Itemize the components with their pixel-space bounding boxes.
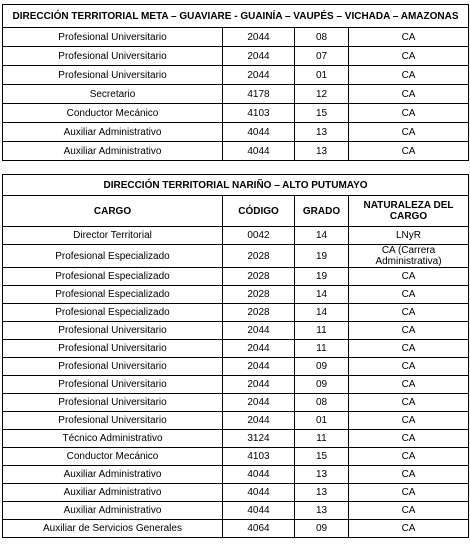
grado-cell: 19: [295, 245, 349, 268]
grado-cell: 19: [295, 268, 349, 286]
cargo-cell: Técnico Administrativo: [3, 430, 223, 448]
table-row: [3, 47, 469, 66]
table-row: [3, 123, 469, 142]
codigo-cell: 3124: [223, 430, 295, 448]
cargo-cell: Profesional Universitario: [3, 340, 223, 358]
cargo-cell: Profesional Especializado: [3, 268, 223, 286]
table-row: [3, 484, 469, 502]
naturaleza-cell: CA: [349, 502, 469, 520]
grado-cell: 14: [295, 227, 349, 245]
codigo-cell: 4064: [223, 520, 295, 538]
codigo-cell: 2028: [223, 304, 295, 322]
codigo-cell: 2044: [223, 358, 295, 376]
cargo-cell: Secretario: [3, 85, 223, 104]
grado-cell: 01: [295, 412, 349, 430]
table-body: [3, 28, 469, 161]
grado-cell: 11: [295, 430, 349, 448]
naturaleza-cell: CA: [349, 85, 469, 104]
table-meta-guaviare: [2, 4, 469, 161]
cargo-cell: Profesional Especializado: [3, 304, 223, 322]
codigo-cell: 4044: [223, 484, 295, 502]
grado-cell: 13: [295, 142, 349, 161]
codigo-cell: 2028: [223, 286, 295, 304]
cargo-cell: Profesional Universitario: [3, 412, 223, 430]
codigo-cell: 2044: [223, 66, 295, 85]
codigo-cell: 4178: [223, 85, 295, 104]
table-row: [3, 28, 469, 47]
column-header-grado: GRADO: [295, 196, 349, 227]
codigo-cell: 4044: [223, 142, 295, 161]
cargo-cell: Profesional Universitario: [3, 28, 223, 47]
naturaleza-cell: CA: [349, 304, 469, 322]
cargo-cell: Auxiliar Administrativo: [3, 123, 223, 142]
cargo-cell: Auxiliar de Servicios Generales: [3, 520, 223, 538]
table-row: [3, 142, 469, 161]
cargo-cell: Profesional Universitario: [3, 358, 223, 376]
grado-cell: 13: [295, 484, 349, 502]
grado-cell: 11: [295, 340, 349, 358]
column-header-naturaleza: NATURALEZA DEL CARGO: [349, 196, 469, 227]
naturaleza-cell: CA: [349, 268, 469, 286]
grado-cell: 07: [295, 47, 349, 66]
cargo-cell: Profesional Universitario: [3, 376, 223, 394]
column-header-cargo: CARGO: [3, 196, 223, 227]
table-row: [3, 245, 469, 268]
grado-cell: 12: [295, 85, 349, 104]
table-title: DIRECCIÓN TERRITORIAL NARIÑO – ALTO PUTUMAYO: [3, 175, 469, 196]
grado-cell: 09: [295, 358, 349, 376]
table-row: [3, 85, 469, 104]
cargo-cell: Conductor Mecánico: [3, 104, 223, 123]
naturaleza-cell: CA: [349, 66, 469, 85]
table-row: [3, 322, 469, 340]
grado-cell: 13: [295, 123, 349, 142]
naturaleza-cell: CA: [349, 322, 469, 340]
grado-cell: 13: [295, 502, 349, 520]
table-row: [3, 448, 469, 466]
table-narino-alto-putumayo: [2, 174, 469, 538]
table-row: [3, 466, 469, 484]
naturaleza-cell: CA (Carrera Administrativa): [349, 245, 469, 268]
grado-cell: 09: [295, 520, 349, 538]
naturaleza-cell: CA: [349, 286, 469, 304]
table-row: [3, 104, 469, 123]
table-row: [3, 286, 469, 304]
codigo-cell: 2044: [223, 322, 295, 340]
naturaleza-cell: CA: [349, 484, 469, 502]
codigo-cell: 2044: [223, 28, 295, 47]
codigo-cell: 2044: [223, 394, 295, 412]
grado-cell: 11: [295, 322, 349, 340]
table-row: [3, 227, 469, 245]
table-row: [3, 520, 469, 538]
codigo-cell: 2044: [223, 47, 295, 66]
table-row: [3, 66, 469, 85]
naturaleza-cell: CA: [349, 520, 469, 538]
codigo-cell: 2044: [223, 412, 295, 430]
cargo-cell: Profesional Universitario: [3, 394, 223, 412]
naturaleza-cell: CA: [349, 394, 469, 412]
naturaleza-cell: LNyR: [349, 227, 469, 245]
naturaleza-cell: CA: [349, 448, 469, 466]
cargo-cell: Conductor Mecánico: [3, 448, 223, 466]
cargo-cell: Profesional Universitario: [3, 66, 223, 85]
column-header-codigo: CÓDIGO: [223, 196, 295, 227]
naturaleza-cell: CA: [349, 430, 469, 448]
table-row: [3, 340, 469, 358]
grado-cell: 01: [295, 66, 349, 85]
codigo-cell: 4044: [223, 123, 295, 142]
cargo-cell: Profesional Universitario: [3, 322, 223, 340]
grado-cell: 08: [295, 394, 349, 412]
table-row: [3, 358, 469, 376]
cargo-cell: Auxiliar Administrativo: [3, 142, 223, 161]
naturaleza-cell: CA: [349, 340, 469, 358]
cargo-cell: Profesional Especializado: [3, 245, 223, 268]
codigo-cell: 2028: [223, 268, 295, 286]
grado-cell: 15: [295, 104, 349, 123]
naturaleza-cell: CA: [349, 104, 469, 123]
codigo-cell: 0042: [223, 227, 295, 245]
cargo-cell: Director Territorial: [3, 227, 223, 245]
naturaleza-cell: CA: [349, 123, 469, 142]
table-body: [3, 227, 469, 538]
table-title: DIRECCIÓN TERRITORIAL META – GUAVIARE - GUAINÍA – VAUPÉS – VICHADA – AMAZONAS: [3, 5, 469, 28]
table-row: [3, 268, 469, 286]
grado-cell: 14: [295, 304, 349, 322]
table-row: [3, 394, 469, 412]
cargo-cell: Profesional Especializado: [3, 286, 223, 304]
grado-cell: 15: [295, 448, 349, 466]
codigo-cell: 2044: [223, 340, 295, 358]
naturaleza-cell: CA: [349, 466, 469, 484]
naturaleza-cell: CA: [349, 142, 469, 161]
naturaleza-cell: CA: [349, 47, 469, 66]
codigo-cell: 2028: [223, 245, 295, 268]
codigo-cell: 4103: [223, 448, 295, 466]
cargo-cell: Auxiliar Administrativo: [3, 484, 223, 502]
table-row: [3, 412, 469, 430]
naturaleza-cell: CA: [349, 412, 469, 430]
codigo-cell: 4103: [223, 104, 295, 123]
naturaleza-cell: CA: [349, 28, 469, 47]
table-row: [3, 304, 469, 322]
codigo-cell: 2044: [223, 376, 295, 394]
table-row: [3, 502, 469, 520]
cargo-cell: Auxiliar Administrativo: [3, 502, 223, 520]
grado-cell: 14: [295, 286, 349, 304]
grado-cell: 08: [295, 28, 349, 47]
naturaleza-cell: CA: [349, 358, 469, 376]
cargo-cell: Auxiliar Administrativo: [3, 466, 223, 484]
naturaleza-cell: CA: [349, 376, 469, 394]
codigo-cell: 4044: [223, 502, 295, 520]
table-row: [3, 376, 469, 394]
grado-cell: 13: [295, 466, 349, 484]
codigo-cell: 4044: [223, 466, 295, 484]
cargo-cell: Profesional Universitario: [3, 47, 223, 66]
grado-cell: 09: [295, 376, 349, 394]
table-row: [3, 430, 469, 448]
